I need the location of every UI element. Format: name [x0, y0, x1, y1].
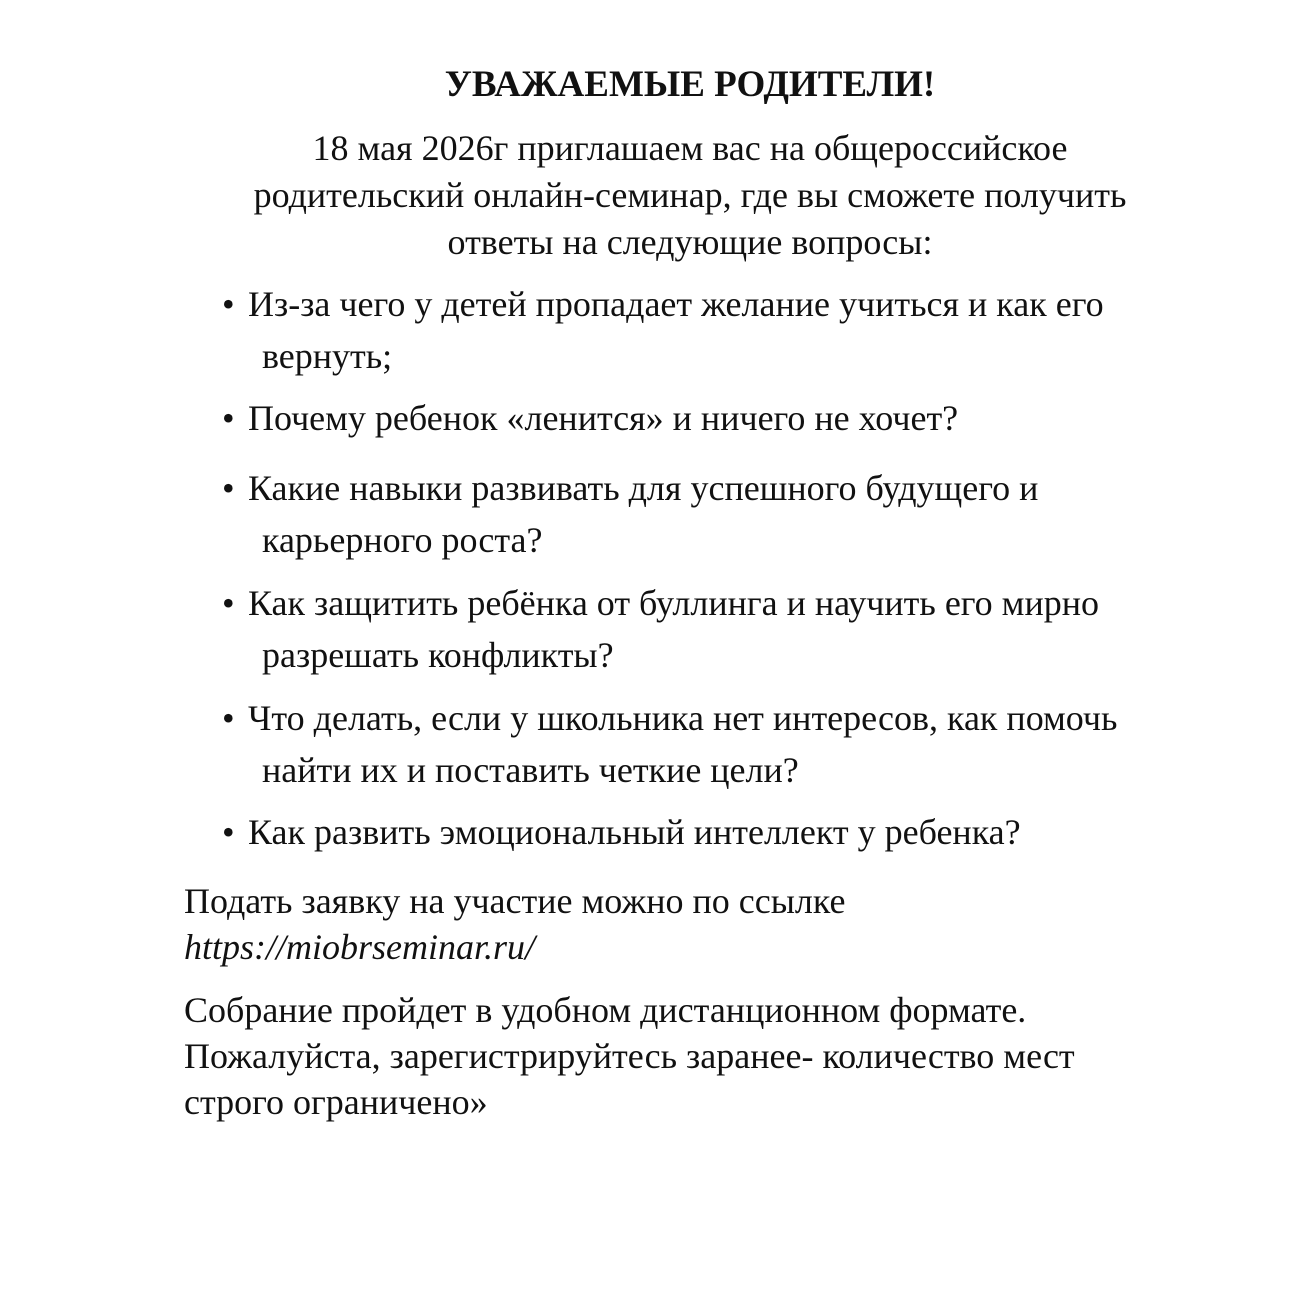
bullet-icon: • — [222, 468, 235, 508]
intro-line: родительский онлайн-семинар, где вы сможете получить — [253, 175, 1127, 215]
question-item — [222, 806, 1272, 858]
question-item — [222, 577, 1272, 681]
intro-line: ответы на следующие вопросы: — [447, 222, 933, 262]
page-title: УВАЖАЕМЫЕ РОДИТЕЛИ! — [444, 64, 936, 105]
apply-text: Подать заявку на участие можно по ссылке — [184, 881, 846, 921]
question-text: Что делать, если у школьника нет интересов, как помочь — [248, 698, 1118, 738]
question-item — [222, 392, 1272, 444]
bullet-icon: • — [222, 398, 235, 438]
question-text: Из-за чего у детей пропадает желание учиться и как его — [248, 284, 1104, 324]
question-item — [222, 692, 1272, 796]
question-item — [222, 462, 1272, 566]
bullet-icon: • — [222, 583, 235, 623]
registration-link[interactable]: https://miobrseminar.ru/ — [184, 927, 536, 967]
closing-line: строго ограничено» — [184, 1082, 488, 1122]
intro-line: 18 мая 2026г приглашаем вас на общероссийское — [312, 128, 1068, 168]
bullet-icon: • — [222, 812, 235, 852]
question-text-continued: вернуть; — [262, 336, 393, 376]
closing-line: Пожалуйста, зарегистрируйтесь заранее- количество мест — [184, 1036, 1075, 1076]
question-text: Как защитить ребёнка от буллинга и научить его мирно — [248, 583, 1099, 623]
intro-paragraph — [190, 125, 1190, 266]
question-item — [222, 278, 1272, 382]
bullet-icon: • — [222, 284, 235, 324]
question-text: Какие навыки развивать для успешного будущего и — [248, 468, 1039, 508]
apply-paragraph — [184, 878, 1264, 970]
closing-line: Собрание пройдет в удобном дистанционном формате. — [184, 990, 1027, 1030]
question-text-continued: разрешать конфликты? — [262, 635, 614, 675]
question-text: Почему ребенок «ленится» и ничего не хочет? — [248, 398, 959, 438]
question-text: Как развить эмоциональный интеллект у ребенка? — [248, 812, 1021, 852]
question-text-continued: карьерного роста? — [262, 520, 543, 560]
bullet-icon: • — [222, 698, 235, 738]
closing-paragraph — [184, 987, 1264, 1125]
question-text-continued: найти их и поставить четкие цели? — [262, 750, 799, 790]
